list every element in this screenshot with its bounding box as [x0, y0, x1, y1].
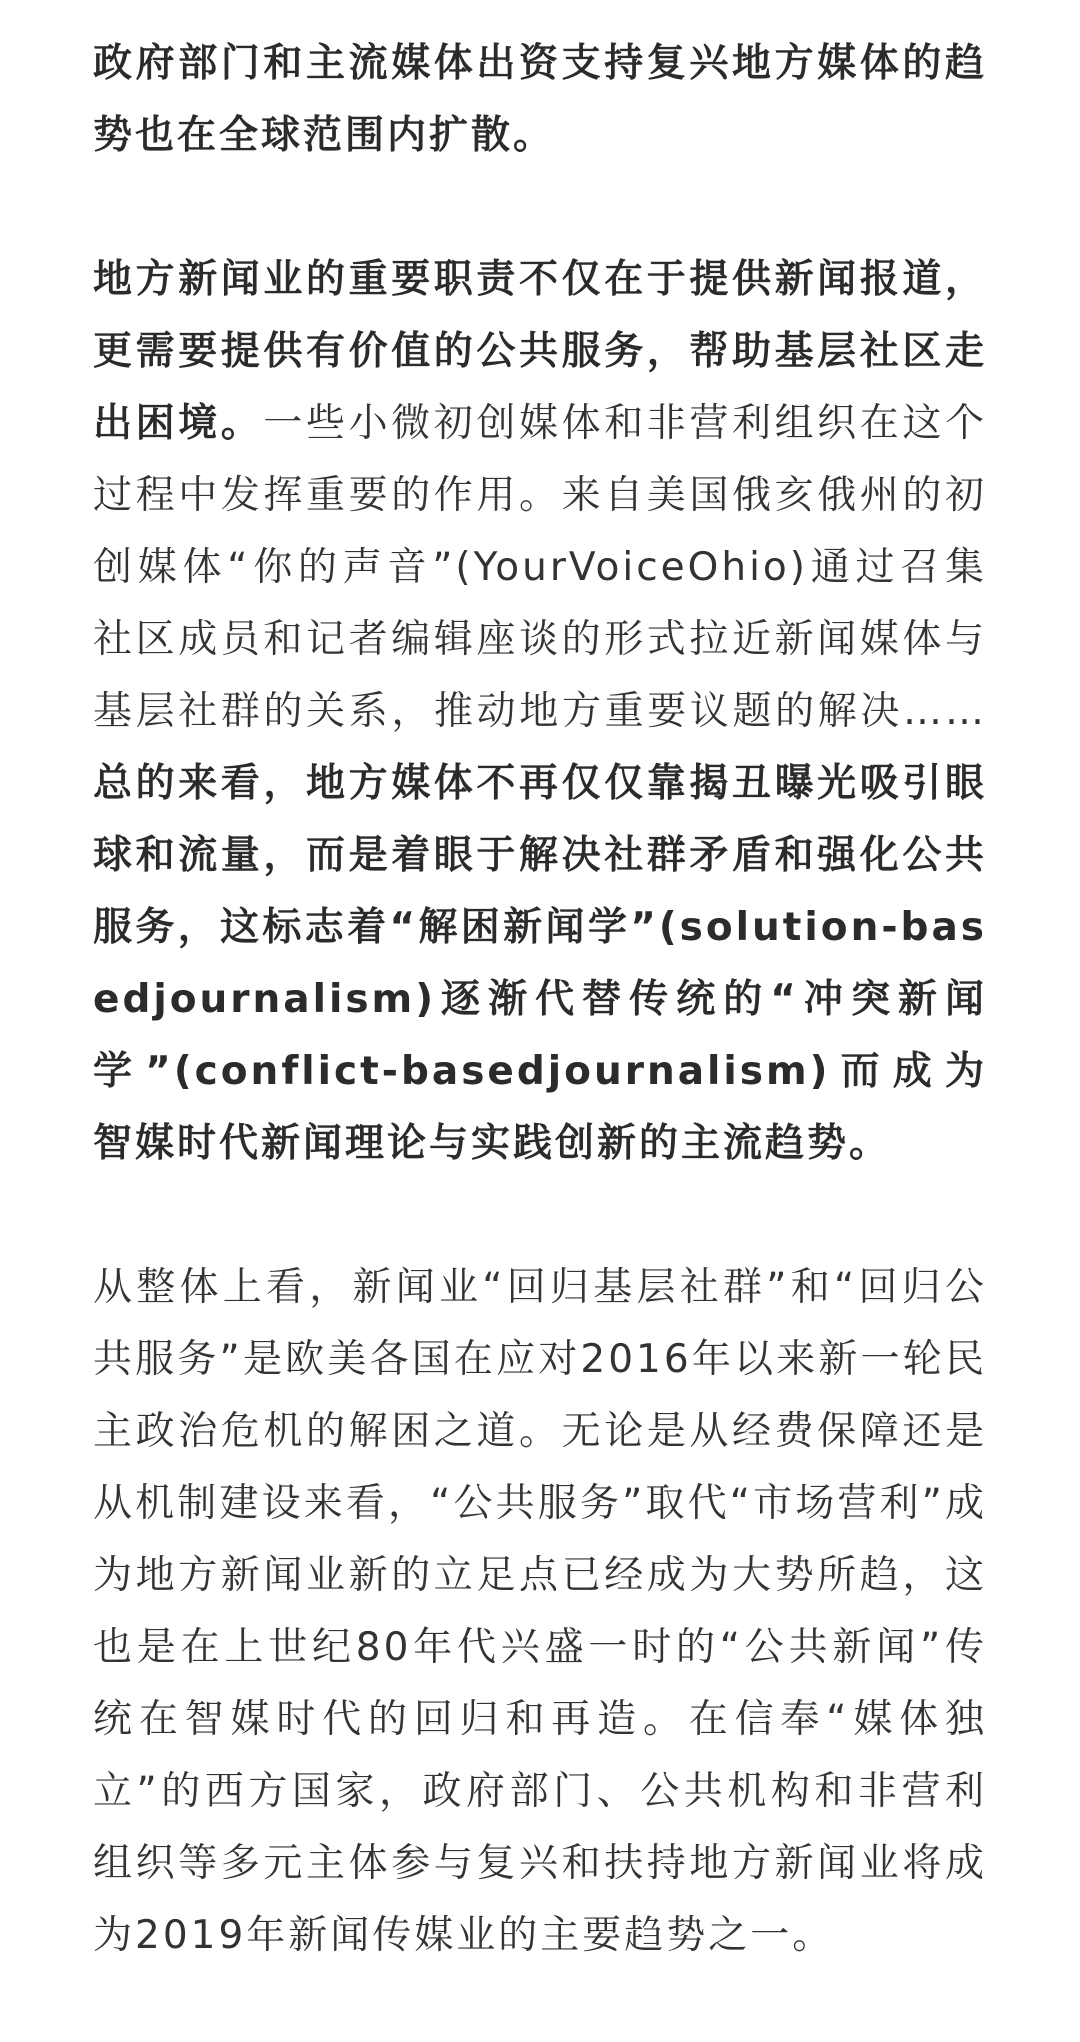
paragraph-3-body: 从整体上看，新闻业“回归基层社群”和“回归公共服务”是欧美各国在应对2016年以来新一轮民主政治危机的解困之道。无论是从经费保障还是从机制建设来看，“公共服务”取代“市场营利”成为地方新闻业新的立足点已经成为大势所趋，这也是在上世纪80年代兴盛一时的“公共新闻”传统在智媒时代的回归和再造。在信奉“媒体独立”的西方国家，政府部门、公共机构和非营利组织等多元主体参与复兴和扶持地方新闻业将成为2019年新闻传媒业的主要趋势之一。	[93, 1265, 987, 1958]
paragraph-3	[93, 1252, 987, 1972]
paragraph-1-bold-text: 政府部门和主流媒体出资支持复兴地方媒体的趋势也在全球范围内扩散。	[93, 41, 987, 158]
article-body	[93, 28, 987, 1972]
paragraph-2-bold-lead: 地方新闻业的重要职责不仅在于提供新闻报道，更需要提供有价值的公共服务，帮助基层社区走出困境。	[93, 257, 987, 446]
paragraph-2-bold-tail: 总的来看，地方媒体不再仅仅靠揭丑曝光吸引眼球和流量，而是着眼于解决社群矛盾和强化公共服务，这标志着“解困新闻学”(solution-basedjournalism)逐渐代替传统的“冲突新闻学”(conflict-basedjournalism)而成为智媒时代新闻理论与实践创新的主流趋势。	[93, 761, 987, 1166]
paragraph-2-body: 一些小微初创媒体和非营利组织在这个过程中发挥重要的作用。来自美国俄亥俄州的初创媒体“你的声音”(YourVoiceOhio)通过召集社区成员和记者编辑座谈的形式拉近新闻媒体与基层社群的关系，推动地方重要议题的解决……	[93, 401, 987, 734]
paragraph-1	[93, 28, 987, 172]
paragraph-2	[93, 244, 987, 1180]
